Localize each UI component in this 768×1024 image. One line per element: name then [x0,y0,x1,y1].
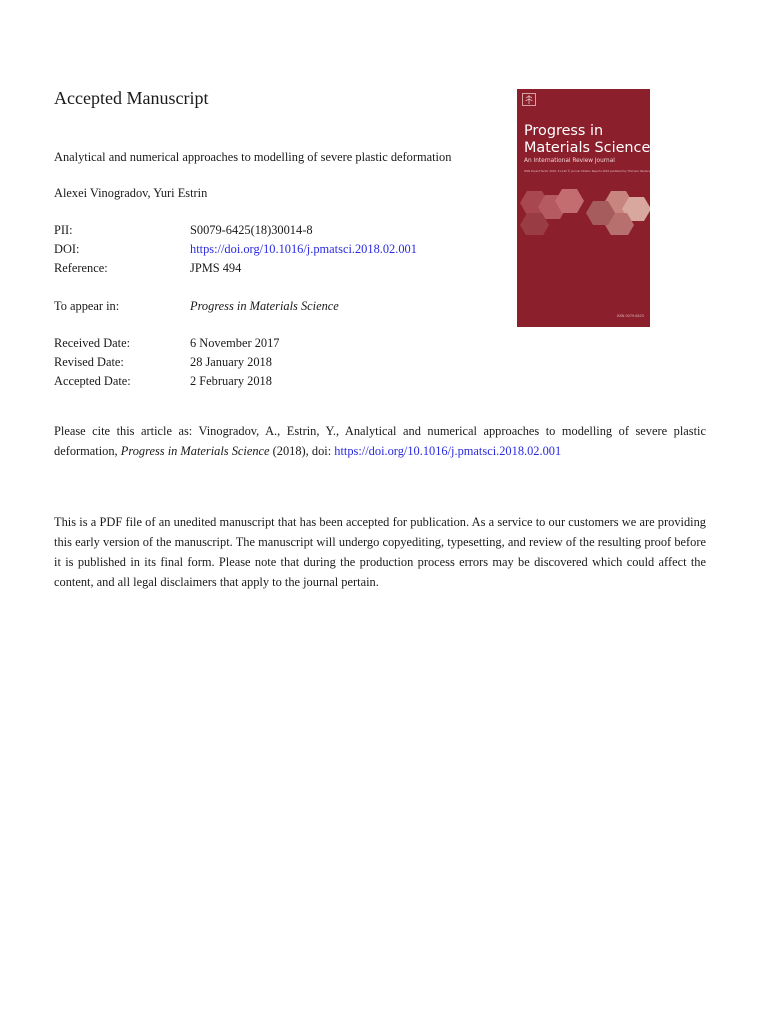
reference-label: Reference: [54,261,108,275]
citation-paragraph [54,421,706,461]
cover-title-line-1: Progress in [524,123,604,139]
reference-value: JPMS 494 [190,261,242,275]
citation-journal: Progress in Materials Science [120,444,270,458]
accepted-date-label: Accepted Date: [54,374,131,388]
revised-date-label: Revised Date: [54,355,124,369]
pii-label: PII: [54,223,73,237]
accepted-date-value: 2 February 2018 [190,374,272,388]
cover-title [524,123,650,157]
citation-prefix: Please cite this article as: Vinogradov, A., Estrin, Y., Analytical and numerical approaches to modelling of severe plastic deformation, [54,424,706,458]
cover-issn: ISSN 0079-6425 [616,314,644,318]
article-title: Analytical and numerical approaches to modelling of severe plastic deformation [54,150,452,164]
cover-title-line-2: Materials Science [524,140,650,156]
publisher-logo-icon [522,93,536,106]
pii-value: S0079-6425(18)30014-8 [190,223,313,237]
journal-name: Progress in Materials Science [190,299,339,313]
revised-date-value: 28 January 2018 [190,355,272,369]
citation-doi-link[interactable]: https://doi.org/10.1016/j.pmatsci.2018.02.001 [334,444,562,458]
appear-in-label: To appear in: [54,299,120,313]
doi-label: DOI: [54,242,80,256]
disclaimer-paragraph: This is a PDF file of an unedited manuscript that has been accepted for publication. As a service to our customers we are providing this early version of the manuscript. The manuscript will undergo copyediting, typesetting, and review of the resulting proof before it is published in its final form. Please note that during the production process errors may be discovered which could affect the content, and all legal disclaimers that apply to the journal pertain. [54,515,706,589]
cover-subtitle: An International Review Journal [524,158,615,164]
article-authors: Alexei Vinogradov, Yuri Estrin [54,186,208,200]
cover-hexagon-art-icon [517,185,650,235]
received-date-value: 6 November 2017 [190,336,280,350]
citation-middle: (2018), doi: [269,444,335,458]
cover-note: ISSN Impact Factor 2016: 31.140 © Journal Citation Reports 2016 published by Thomson Reuters [524,170,650,173]
received-date-label: Received Date: [54,336,131,350]
doi-link[interactable]: https://doi.org/10.1016/j.pmatsci.2018.02.001 [190,242,417,256]
page-heading: Accepted Manuscript [54,88,209,108]
journal-cover [517,89,650,327]
